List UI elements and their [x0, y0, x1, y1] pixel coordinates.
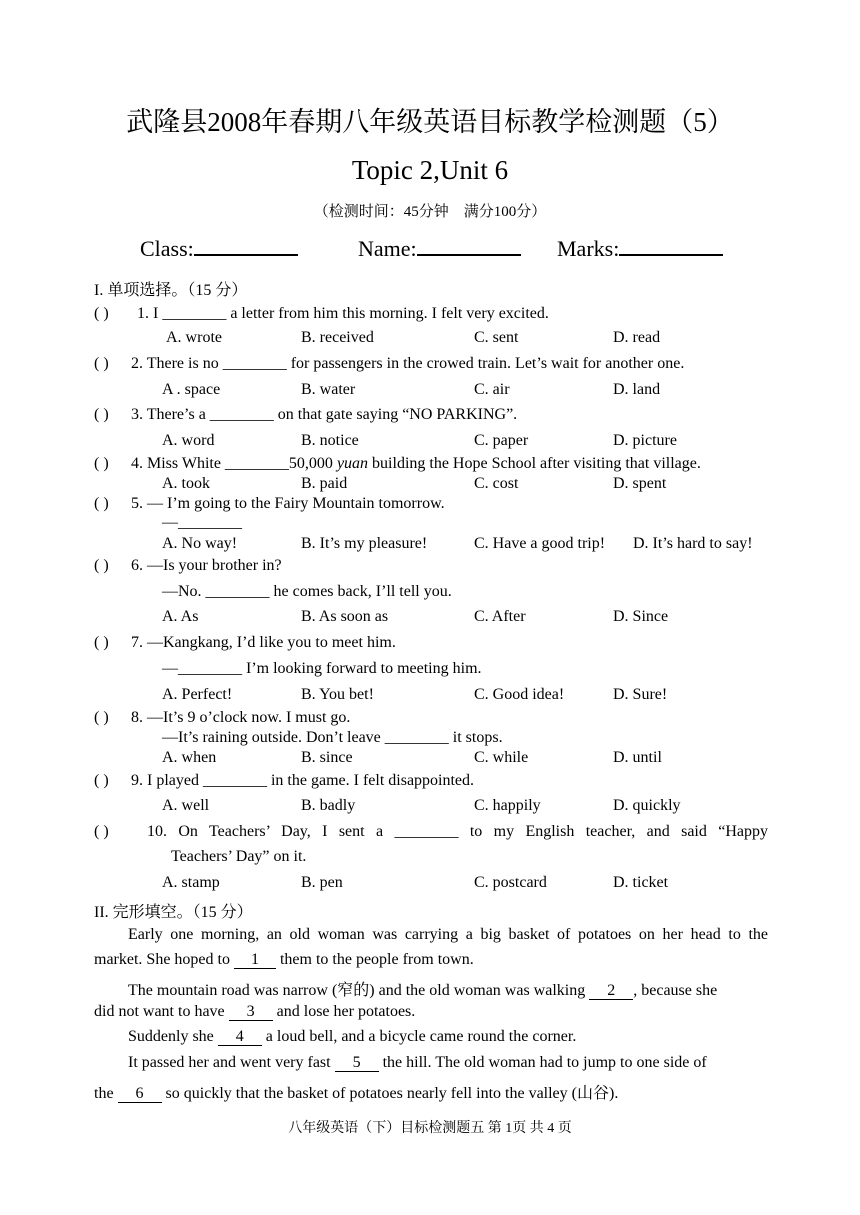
blank-3[interactable]: 3	[229, 1004, 273, 1021]
question-text: 3. There’s a ________ on that gate saying “NO PARKING”.	[131, 406, 518, 423]
question-paren[interactable]: ( )	[94, 406, 109, 423]
option-c[interactable]: C. Good idea!	[474, 686, 565, 703]
option-a[interactable]: A. No way!	[162, 535, 238, 552]
section-heading: II. 完形填空。（15 分）	[94, 904, 253, 921]
option-d[interactable]: D. spent	[613, 475, 667, 492]
option-a[interactable]: A. wrote	[166, 329, 222, 346]
option-c[interactable]: C. paper	[474, 432, 529, 449]
passage-line	[94, 1003, 415, 1021]
question-paren[interactable]: ( )	[94, 709, 109, 726]
option-c[interactable]: C. happily	[474, 797, 541, 814]
class-label: Class:	[140, 236, 194, 261]
blank-4[interactable]: 4	[218, 1029, 262, 1046]
option-b[interactable]: B. As soon as	[301, 608, 389, 625]
blank-5[interactable]: 5	[335, 1055, 379, 1072]
passage-text: and lose her potatoes.	[276, 1003, 416, 1020]
passage-line	[128, 977, 717, 1000]
blank-6[interactable]: 6	[118, 1086, 162, 1103]
option-a[interactable]: A. when	[162, 749, 217, 766]
exam-title: 武隆县2008年春期八年级英语目标教学检测题（5）	[126, 107, 734, 137]
question-text: 6. —Is your brother in?	[131, 557, 282, 574]
option-a[interactable]: A. took	[162, 475, 210, 492]
class-blank[interactable]	[194, 236, 298, 256]
option-d[interactable]: D. Since	[613, 608, 669, 625]
passage-text: , because she	[633, 982, 718, 999]
passage-text: did not want to have	[94, 1003, 225, 1020]
passage-text: The mountain road was narrow (窄的) and the old woman was walking	[128, 982, 586, 999]
option-b[interactable]: B. since	[301, 749, 353, 766]
option-a[interactable]: A. stamp	[162, 874, 220, 891]
section-heading: I. 单项选择。（15 分）	[94, 282, 248, 299]
name-field	[358, 236, 521, 262]
passage-text: them to the people from town.	[279, 951, 474, 968]
option-b[interactable]: B. It’s my pleasure!	[301, 535, 428, 552]
exam-subtitle: （检测时间：45分钟 满分100分）	[313, 204, 547, 220]
option-d[interactable]: D. It’s hard to say!	[633, 535, 753, 552]
passage-text: market. She hoped to	[94, 951, 230, 968]
option-a[interactable]: A. word	[162, 432, 215, 449]
question-text: 10. On Teachers’ Day, I sent a ________ to my English teacher, and said “Happy	[147, 823, 768, 840]
option-d[interactable]: D. read	[613, 329, 661, 346]
passage-line	[94, 1080, 618, 1103]
option-d[interactable]: D. picture	[613, 432, 677, 449]
passage-line: Early one morning, an old woman was carrying a big basket of potatoes on her head to the	[128, 926, 768, 943]
question-paren[interactable]: ( )	[94, 305, 109, 322]
option-c[interactable]: C. cost	[474, 475, 519, 492]
question-text-pre: 4. Miss White ________50,000	[131, 455, 337, 472]
option-b[interactable]: B. pen	[301, 874, 343, 891]
blank-1[interactable]: 1	[234, 952, 276, 969]
question-line2: Teachers’ Day” on it.	[171, 848, 307, 865]
option-d[interactable]: D. quickly	[613, 797, 681, 814]
question-paren[interactable]: ( )	[94, 823, 109, 840]
blank-2[interactable]: 2	[589, 983, 633, 1000]
option-c[interactable]: C. After	[474, 608, 526, 625]
option-d[interactable]: D. Sure!	[613, 686, 668, 703]
option-a[interactable]: A. well	[162, 797, 210, 814]
option-b[interactable]: B. water	[301, 381, 356, 398]
question-text-italic: yuan	[336, 455, 369, 472]
question-paren[interactable]: ( )	[94, 355, 109, 372]
question-line2: —________	[162, 514, 242, 531]
question-text: 5. — I’m going to the Fairy Mountain tomorrow.	[131, 495, 445, 512]
page-footer: 八年级英语（下）目标检测题五 第 1页 共 4 页	[288, 1121, 572, 1136]
option-b[interactable]: B. notice	[301, 432, 359, 449]
question-line2: —________ I’m looking forward to meeting him.	[162, 660, 482, 677]
option-c[interactable]: C. Have a good trip!	[474, 535, 606, 552]
option-c[interactable]: C. air	[474, 381, 510, 398]
question-line2: —It’s raining outside. Don’t leave ________ it stops.	[162, 729, 503, 746]
question-text: 9. I played ________ in the game. I felt disappointed.	[131, 772, 475, 789]
passage-text: a loud bell, and a bicycle came round the corner.	[265, 1028, 577, 1045]
option-b[interactable]: B. received	[301, 329, 374, 346]
option-a[interactable]: A . space	[162, 381, 221, 398]
passage-text: It passed her and went very fast	[128, 1054, 331, 1071]
question-text: 1. I ________ a letter from him this morning. I felt very excited.	[137, 305, 549, 322]
option-d[interactable]: D. until	[613, 749, 662, 766]
marks-label: Marks:	[557, 236, 620, 261]
option-a[interactable]: A. As	[162, 608, 199, 625]
option-a[interactable]: A. Perfect!	[162, 686, 233, 703]
question-paren[interactable]: ( )	[94, 557, 109, 574]
question-text	[131, 455, 701, 473]
option-c[interactable]: C. postcard	[474, 874, 547, 891]
question-paren[interactable]: ( )	[94, 495, 109, 512]
question-text-post: building the Hope School after visiting that village.	[368, 455, 701, 472]
option-b[interactable]: B. You bet!	[301, 686, 374, 703]
option-d[interactable]: D. land	[613, 381, 661, 398]
passage-text: the	[94, 1085, 114, 1102]
marks-field	[557, 236, 723, 262]
question-paren[interactable]: ( )	[94, 455, 109, 472]
passage-line	[128, 1054, 707, 1072]
option-c[interactable]: C. while	[474, 749, 529, 766]
passage-text: so quickly that the basket of potatoes nearly fell into the valley (山谷).	[165, 1085, 619, 1102]
option-b[interactable]: B. paid	[301, 475, 348, 492]
passage-line	[94, 951, 474, 969]
question-text: 7. —Kangkang, I’d like you to meet him.	[131, 634, 396, 651]
question-line2: —No. ________ he comes back, I’ll tell you.	[162, 583, 452, 600]
question-text: 8. —It’s 9 o’clock now. I must go.	[131, 709, 351, 726]
class-field	[140, 236, 298, 262]
option-b[interactable]: B. badly	[301, 797, 356, 814]
passage-text: Suddenly she	[128, 1028, 214, 1045]
name-blank[interactable]	[417, 236, 521, 256]
option-d[interactable]: D. ticket	[613, 874, 669, 891]
passage-line	[128, 1028, 576, 1046]
marks-blank[interactable]	[619, 236, 723, 256]
question-paren[interactable]: ( )	[94, 634, 109, 651]
question-text: 2. There is no ________ for passengers in the crowed train. Let’s wait for another one.	[131, 355, 685, 372]
question-paren[interactable]: ( )	[94, 772, 109, 789]
option-c[interactable]: C. sent	[474, 329, 519, 346]
name-label: Name:	[358, 236, 417, 261]
exam-topic: Topic 2,Unit 6	[351, 155, 509, 185]
passage-text: the hill. The old woman had to jump to one side of	[382, 1054, 707, 1071]
